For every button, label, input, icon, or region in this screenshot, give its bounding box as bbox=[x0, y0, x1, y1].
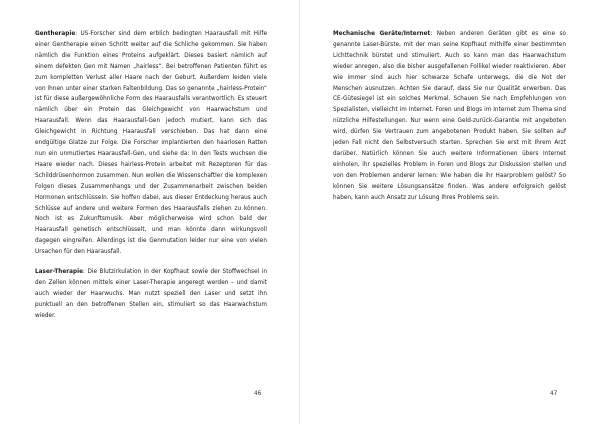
paragraph-laser-therapie bbox=[35, 267, 267, 322]
paragraph-mechanische-geraete bbox=[333, 29, 566, 204]
page-number: 46 bbox=[254, 391, 262, 397]
page-number: 47 bbox=[550, 391, 558, 397]
right-page-text bbox=[333, 29, 566, 213]
paragraph-body: : Neben anderen Geräten gibt es eine so genannte Laser-Bürste, mit der man seine Kopfhaut mithilfe einer bestimmten Lichttechnik bürstet und stimuliert. Auch so kann man das Haarwachstum wieder anregen, also die bisher ausgefallenen Follikel wieder reaktivieren. Aber wie immer sind auch hier schwarze Schafe unterwegs, die die Not der Menschen ausnutzen. Achten Sie darauf, dass Sie nur Qualität erwerben. Das CE-Gütesiegel ist ein solches Merkmal. Schauen Sie nach Empfehlungen von Spezialisten, vielleicht im Internet. Foren und Blogs im Internet zum Thema sind nützliche Hilfestellungen. Nur wenn eine Geld-zurück-Garantie mit angeboten wird, dürfen Sie Vertrauen zum angebotenen Produkt haben. Sie sollten auf jeden Fall nicht den Selbstversuch starten. Sprechen Sie erst mit Ihrem Arzt darüber. Natürlich können Sie auch weitere Informationen übers Internet einholen, ihr spezielles Problem in Foren und Blogs zur Diskussion stellen und von den Problemen anderer lernen: Wie haben die ihr Haarproblem gelöst? So können Sie weitere Lösungsansätze finden. Was andere erfolgreich gelöst haben, kann auch Ansatz zur Lösung Ihres Problems sein. bbox=[333, 31, 566, 201]
paragraph-body: : US-Forscher sind dem erblich bedingten Haarausfall mit Hilfe einer Gentherapie einen Schritt weiter auf die Schliche gekommen. Sie haben nämlich die Funktion eines Proteins aufgeklärt. Dieses basiert nämlich auf einem defekten Gen mit Namen „hairless“. Bei betroffenen Patienten führt es zum kompletten Verlust aller Haare nach der Geburt. Außerdem leiden viele von ihnen unter einer starken Faltenbildung. Das so genannte „hairless-Protein“ ist für diese außergewöhnliche Form des Haarausfalls verantwortlich. Es steuert nämlich über ein Protein das Gleichgewicht von Haarwachstum und Haarausfall. Wenn das Haarausfall-Gen jedoch mutiert, kann sich das Gleichgewicht in Richtung Haarausfall verschieben. Das hat dann eine endgültige Glatze zur Folge. Die Forscher implantierten den haarlosen Ratten nun ein unmutiertes Haarausfall-Gen, und siehe da: In den Tests wuchsen die Haare wieder nach. Dieses hairless-Protein arbeitet mit Rezeptoren für das Schilddrüsenhormon zusammen. Nun wollen die Wissenschaftler die komplexen Folgen dieses Zusammenhangs und der Zusammenarbeit zwischen beiden Hormonen entschlüsseln. Sie hoffen dabei, aus dieser Entdeckung heraus auch Schlüsse auf andere und weitere Formen des Haarausfalls ziehen zu können. Noch ist es Zukunftsmusik. Aber möglicherweise wird schon bald der Haarausfall genetisch entschlüsselt, und man könnte dann wirkungsvoll dagegen eingreifen. Allerdings ist die Genmutation leider nur eine von vielen Ursachen für den Haarausfall. bbox=[35, 31, 267, 256]
paragraph-heading: Laser-Therapie bbox=[35, 269, 84, 276]
paragraph-heading: Gentherapie bbox=[35, 31, 76, 37]
paragraph-heading: Mechanische Geräte/Internet bbox=[333, 31, 431, 37]
paragraph-body: : Die Blutzirkulation in der Kopfhaut sowie der Stoffwechsel in den Zellen können mittels einer Laser-Therapie angeregt werden – und damit auch wieder der Haarwuchs. Man nutzt speziell den Laser und setzt ihn punktuell an den betroffenen Stellen ein, stimuliert so das Haarwachstum wieder. bbox=[35, 269, 267, 319]
paragraph-gentherapie bbox=[35, 29, 267, 258]
left-page-text bbox=[35, 29, 267, 331]
right-page bbox=[300, 0, 600, 424]
